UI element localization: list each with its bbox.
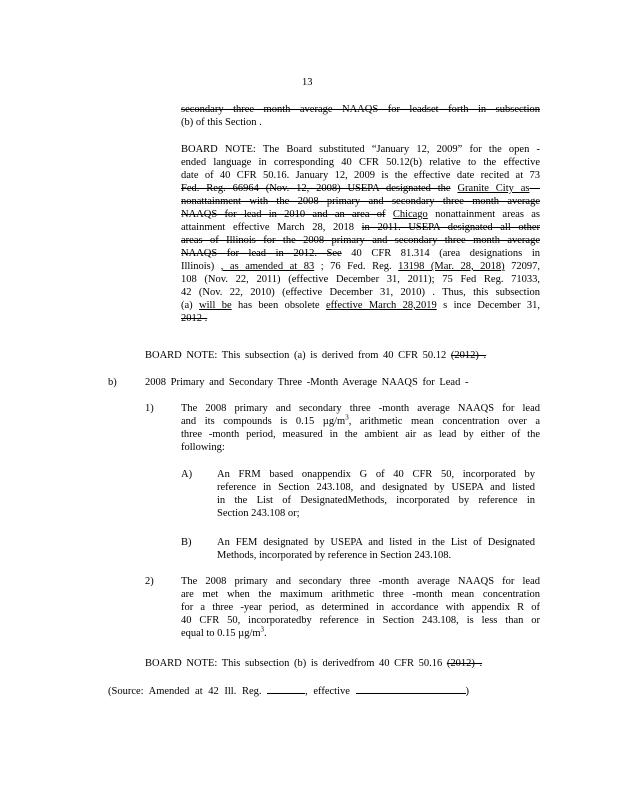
subsection-b-title: 2008 Primary and Secondary Three -Month Average NAAQS for Lead - (145, 377, 469, 388)
item-A-label: A) (181, 469, 193, 480)
subsection-b-label: b) (108, 377, 117, 388)
item-A-text: An FRM based onappendix G of 40 CFR 50, incorporated by reference in Section 243.108, and designated by USEPA and listed in the List of DesignatedMethods, incorporated by reference in Section 243.108 or; (217, 469, 535, 519)
item-1-label: 1) (145, 403, 154, 414)
board-note-b: BOARD NOTE: This subsection (b) is derivedfrom 40 CFR 50.16 (2012) . (145, 658, 483, 669)
intro-line: secondary three month average NAAQS for leadset forth in subsection (b) of this Section . (181, 104, 540, 128)
item-B-text: An FEM designated by USEPA and listed in the List of Designated Methods, incorporated by reference in Section 243.108. (217, 537, 535, 561)
source-line: (Source: Amended at 42 Ill. Reg. , effective ) (108, 686, 470, 697)
item-2-text: The 2008 primary and secondary three -month average NAAQS for lead are met when the maximum arithmetic three -month mean concentration for a three -year period, as determined in accordance with appendix R of 40 CFR 50, incorporatedby reference in Section 243.108, is less than or equal to 0.15 $\mu g/m^3$. (181, 576, 540, 639)
board-note-a: BOARD NOTE: This subsection (a) is derived from 40 CFR 50.12 (2012) . (145, 350, 487, 361)
effective-date-blank[interactable] (356, 684, 466, 694)
board-note-paragraph: BOARD NOTE: The Board substituted “January 12, 2009” for the open - ended language in corresponding 40 CFR 50.12(b) relative to the effective date of 40 CFR 50.16. January 12, 2009 is the effective date recited at 73 Fed. Reg. 66964 (Nov. 12, 2008) USEPA designated the Granite City as— nonattainment with the 2008 primary and secondary three month average NAAQS for lead in 2010 and an area of Chicago nonattainment areas as attainment effective March 28, 2018 in 2011. USEPA designated all other areas of Illinois for the 2008 primary and secondary three month average NAAQS for lead in 2012. See 40 CFR 81.314 (area designations in Illinois) , as amended at 83 ; 76 Fed. Reg. 13198 (Mar. 28, 2018) 72097, 108 (Nov. 22, 2011) (effective December 31, 2011); 75 Fed Reg. 71033, 42 (Nov. 22, 2010) (effective December 31, 2010) . Thus, this subsection (a) will be has been obsolete effective March 28,2019 s ince December 31, 2012 . (181, 144, 541, 324)
item-B-label: B) (181, 537, 192, 548)
register-blank[interactable] (267, 684, 305, 694)
item-1-text: The 2008 primary and secondary three -month average NAAQS for lead and its compounds is 0.15 $\mu g/m^3$, arithmetic mean concentration over a three -month period, measured in the ambient air as lead by either of the following: (181, 403, 540, 453)
item-2-label: 2) (145, 576, 154, 587)
page-number: 13 (302, 77, 313, 88)
